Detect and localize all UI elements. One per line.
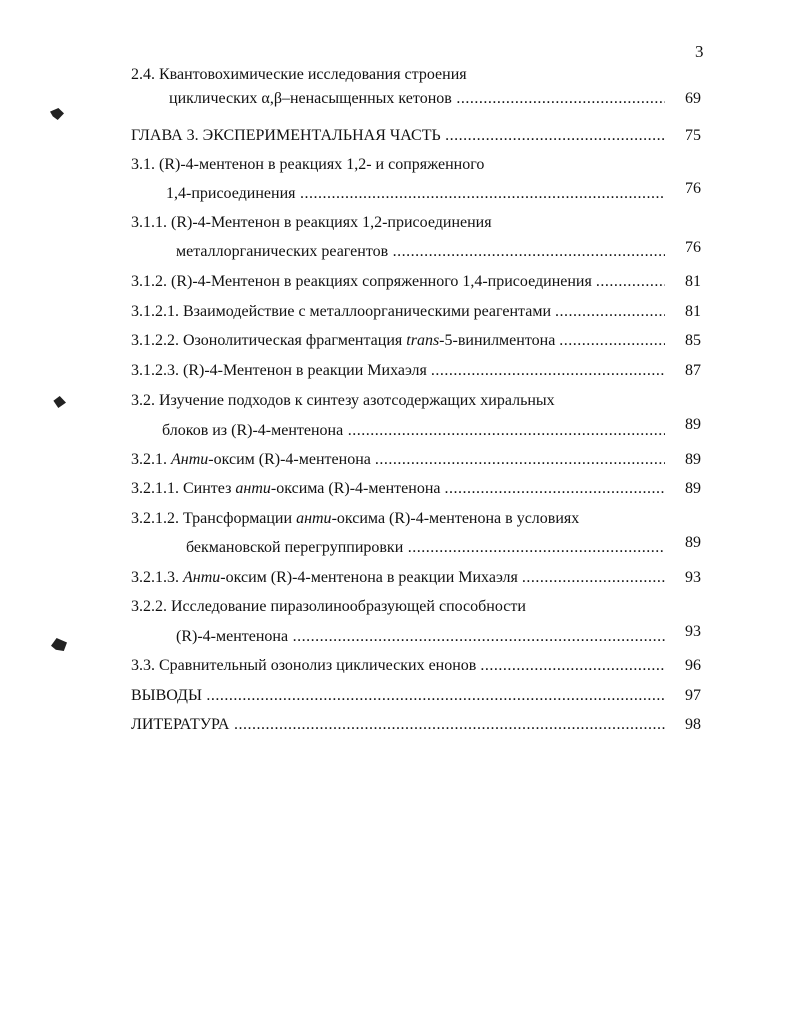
scan-mark	[51, 638, 67, 651]
toc-entry-page: 98	[685, 716, 701, 733]
toc-entry-page: 69	[685, 90, 701, 107]
toc-entry-title: (R)-4-ментенона .....	[176, 628, 665, 646]
toc-entry-title: 3.3. Сравнительный озонолиз циклических енонов .....	[131, 657, 665, 675]
toc-entry-page: 93	[685, 623, 701, 640]
toc-entry-heading: 3.2.1.2. Трансформации анти-оксима (R)-4-ментенона в условиях	[131, 510, 580, 527]
toc-entry-title: металлорганических реагентов .....	[176, 243, 665, 261]
scan-mark	[52, 396, 66, 408]
toc-entry-title: блоков из (R)-4-ментенона .....	[162, 422, 665, 440]
toc-entry-title: 3.2.1. Анти-оксим (R)-4-ментенона .....	[131, 451, 665, 469]
toc-entry-page: 76	[685, 239, 701, 256]
toc-entry-page: 89	[685, 480, 701, 497]
toc-entry-title: ВЫВОДЫ .....	[131, 687, 665, 705]
toc-entry-title: 3.1.2.1. Взаимодействие с металлоорганическими реагентами .....	[131, 303, 665, 321]
toc-entry-heading: 3.1. (R)-4-ментенон в реакциях 1,2- и сопряженного	[131, 156, 485, 173]
toc-entry-page: 75	[685, 127, 701, 144]
toc-entry-page: 81	[685, 303, 701, 320]
scan-mark	[50, 108, 64, 120]
page-number: 3	[695, 42, 704, 61]
toc-entry-title: 3.1.2. (R)-4-Ментенон в реакциях сопряженного 1,4-присоединения .....	[131, 273, 665, 291]
toc-entry-page: 89	[685, 534, 701, 551]
toc-entry-page: 96	[685, 657, 701, 674]
toc-entry-page: 89	[685, 416, 701, 433]
toc-entry-heading: 3.2. Изучение подходов к синтезу азотсодержащих хиральных	[131, 392, 555, 409]
toc-entry-title: ЛИТЕРАТУРА .....	[131, 716, 665, 734]
toc-entry-page: 85	[685, 332, 701, 349]
toc-entry-heading: 3.1.1. (R)-4-Ментенон в реакциях 1,2-присоединения	[131, 214, 492, 231]
toc-entry-page: 81	[685, 273, 701, 290]
toc-entry-page: 87	[685, 362, 701, 379]
toc-entry-title: бекмановской перегруппировки .....	[186, 539, 665, 557]
toc-entry-heading: 2.4. Квантовохимические исследования строения	[131, 66, 467, 83]
toc-entry-title: 3.2.1.1. Синтез анти-оксима (R)-4-ментенона .....	[131, 480, 665, 498]
toc-entry-page: 97	[685, 687, 701, 704]
toc-entry-title: 3.1.2.2. Озонолитическая фрагментация trans-5-винилментона .....	[131, 332, 665, 350]
toc-entry-page: 89	[685, 451, 701, 468]
toc-entry-page: 93	[685, 569, 701, 586]
toc-entry-title: 1,4-присоединения .....	[166, 185, 665, 203]
toc-entry-heading: 3.2.2. Исследование пиразолинообразующей способности	[131, 598, 526, 615]
toc-entry-title: 3.1.2.3. (R)-4-Ментенон в реакции Михаэля .....	[131, 362, 665, 380]
toc-entry-title: циклических α,β–ненасыщенных кетонов .....	[169, 90, 665, 108]
toc-entry-title: ГЛАВА 3. ЭКСПЕРИМЕНТАЛЬНАЯ ЧАСТЬ .....	[131, 127, 665, 145]
toc-entry-page: 76	[685, 180, 701, 197]
toc-entry-title: 3.2.1.3. Анти-оксим (R)-4-ментенона в реакции Михаэля .....	[131, 569, 665, 587]
